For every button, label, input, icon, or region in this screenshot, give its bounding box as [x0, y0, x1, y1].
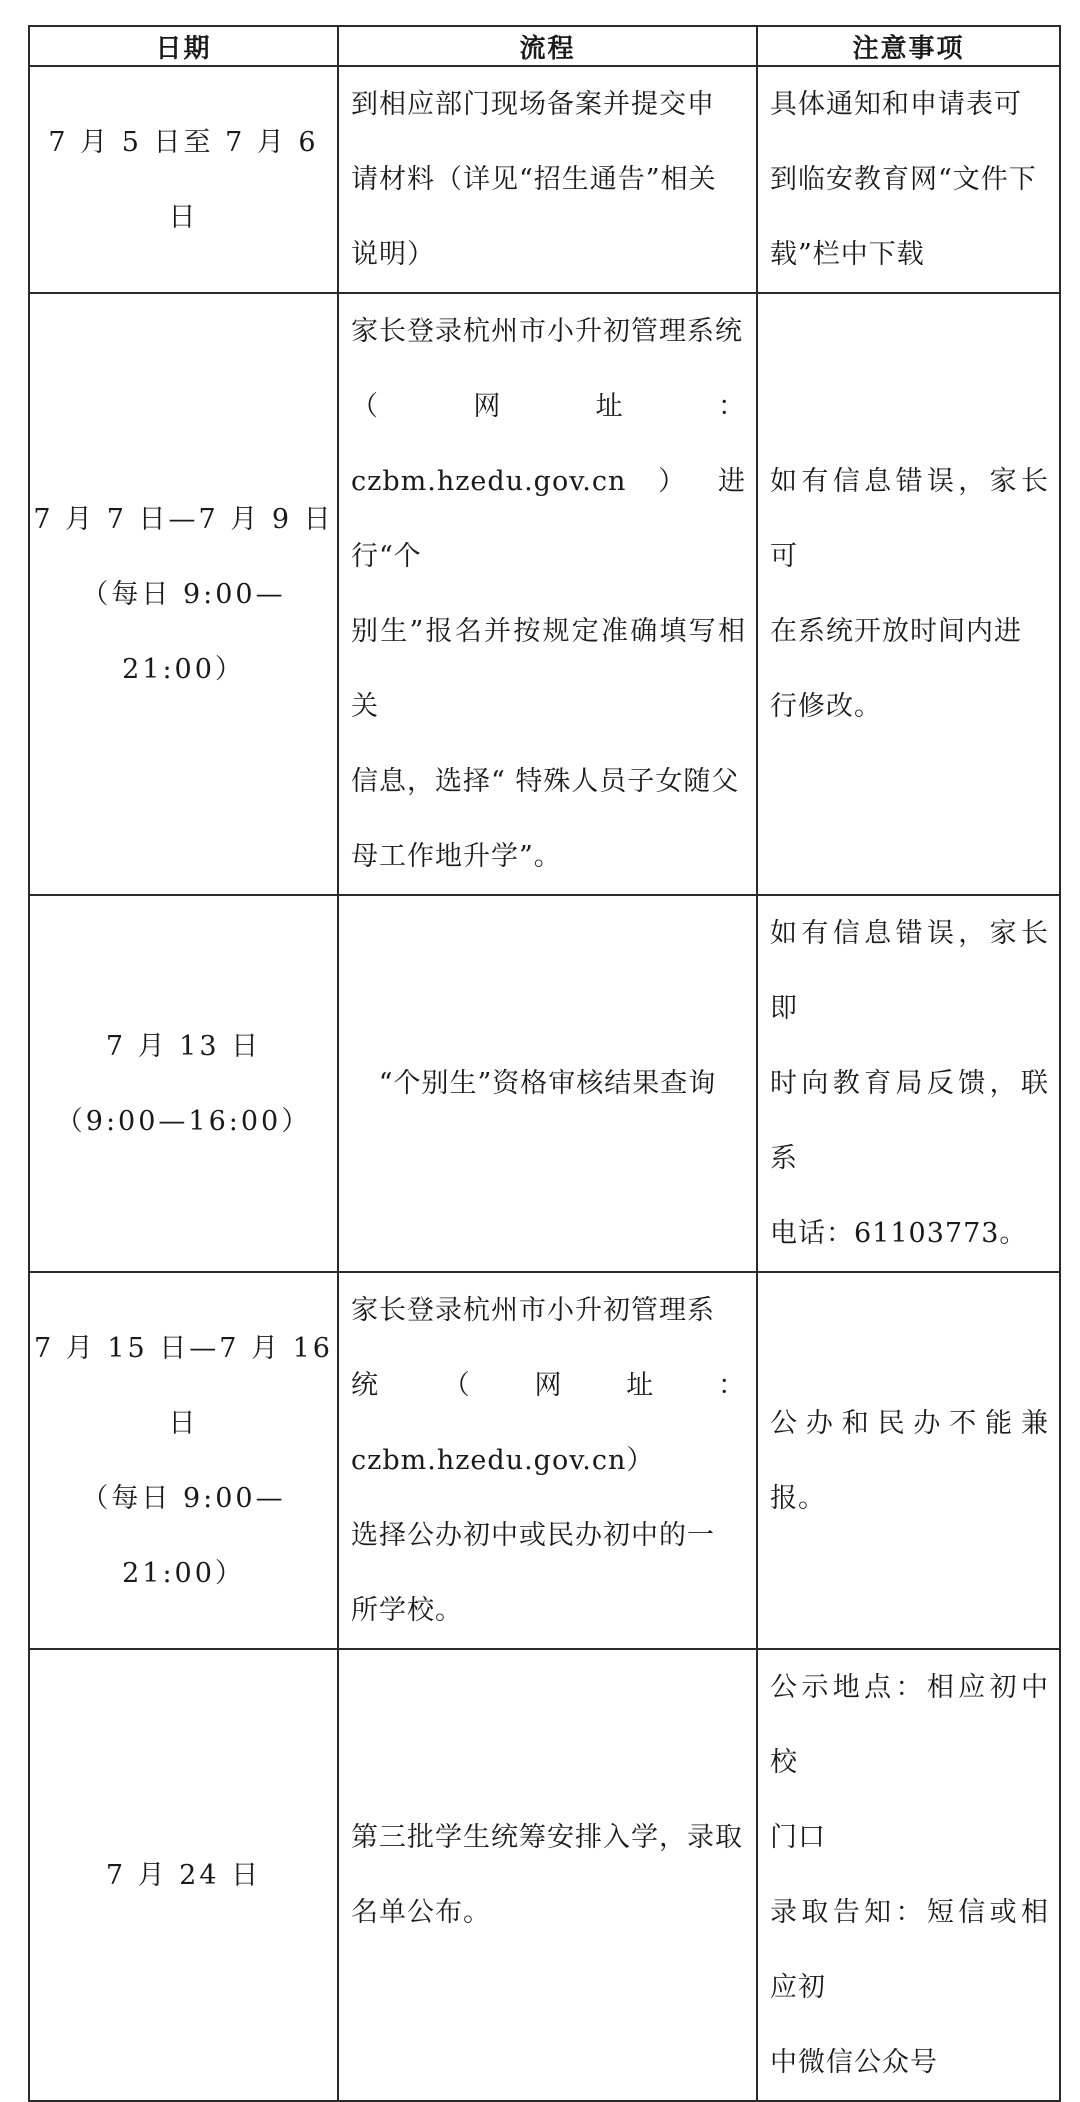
flow-cell: [338, 895, 757, 1272]
flow-line: 别生”报名并按规定准确填写相关: [351, 616, 746, 722]
date-cell: [29, 293, 338, 895]
note-line: 到临安教育网“文件下: [770, 164, 1037, 195]
date-line: （每日 9:00—21:00）: [81, 1482, 286, 1589]
note-line: 时向教育局反馈，联系: [770, 1068, 1049, 1174]
table-row: [29, 895, 1060, 1272]
date-cell: [29, 895, 338, 1272]
note-cell: [757, 293, 1060, 895]
date-line: （每日 9:00—21:00）: [81, 578, 286, 685]
date-line: 7 月 13 日: [105, 1030, 262, 1062]
flow-line: “个别生”资格审核结果查询: [378, 1068, 717, 1099]
date-cell: [29, 66, 338, 293]
date-cell: [29, 1649, 338, 2101]
note-cell: [757, 1272, 1060, 1649]
note-line: 如有信息错误，家长即: [770, 918, 1049, 1024]
note-line: 在系统开放时间内进: [770, 616, 1022, 647]
date-line: 7 月 15 日—7 月 16 日: [34, 1332, 333, 1439]
header-note: 注意事项: [757, 26, 1060, 66]
flow-line: 名单公布。: [351, 1897, 491, 1928]
flow-line: 母工作地升学”。: [351, 841, 562, 872]
date-line: 7 月 7 日—7 月 9 日: [33, 503, 334, 535]
flow-line: 统（网址：czbm.hzedu.gov.cn）: [351, 1370, 746, 1476]
flow-line: 到相应部门现场备案并提交申: [351, 89, 715, 120]
note-line: 载”栏中下载: [770, 239, 925, 270]
date-line: （9:00—16:00）: [55, 1105, 312, 1137]
note-cell: [757, 895, 1060, 1272]
table-row: [29, 293, 1060, 895]
flow-line: 说明）: [351, 239, 435, 270]
flow-cell: [338, 1272, 757, 1649]
note-line: 中微信公众号: [770, 2047, 938, 2078]
note-line: 具体通知和申请表可: [770, 89, 1022, 120]
note-line: 公办和民办不能兼报。: [770, 1407, 1049, 1514]
date-line: 7 月 5 日至 7 月 6 日: [48, 126, 319, 233]
flow-cell: [338, 1649, 757, 2101]
note-line: 行修改。: [770, 691, 882, 722]
note-line: 录取告知：短信或相应初: [770, 1897, 1049, 2003]
flow-line: 请材料（详见“招生通告”相关: [351, 164, 717, 195]
flow-line: 家长登录杭州市小升初管理系: [351, 1295, 715, 1326]
flow-line: 选择公办初中或民办初中的一: [351, 1520, 715, 1551]
note-line: 公示地点：相应初中校: [770, 1672, 1049, 1778]
flow-line: （网址：czbm.hzedu.gov.cn）进行“个: [351, 391, 746, 572]
note-line: 电话：61103773。: [770, 1218, 1028, 1249]
table-row: [29, 1272, 1060, 1649]
flow-line: 所学校。: [351, 1595, 463, 1626]
flow-line: 第三批学生统筹安排入学，录取: [351, 1822, 743, 1853]
note-line: 如有信息错误，家长可: [770, 466, 1049, 572]
date-cell: [29, 1272, 338, 1649]
flow-line: 家长登录杭州市小升初管理系统: [351, 316, 743, 347]
flow-cell: [338, 66, 757, 293]
flow-cell: [338, 293, 757, 895]
note-cell: [757, 66, 1060, 293]
header-flow: 流程: [338, 26, 757, 66]
note-line: 门口: [770, 1822, 826, 1853]
schedule-table: [28, 25, 1061, 2102]
table-row: [29, 1649, 1060, 2101]
flow-line: 信息，选择“ 特殊人员子女随父: [351, 766, 740, 797]
header-date: 日期: [29, 26, 338, 66]
date-line: 7 月 24 日: [105, 1859, 262, 1891]
table-row: [29, 66, 1060, 293]
table-header-row: [29, 26, 1060, 66]
note-cell: [757, 1649, 1060, 2101]
